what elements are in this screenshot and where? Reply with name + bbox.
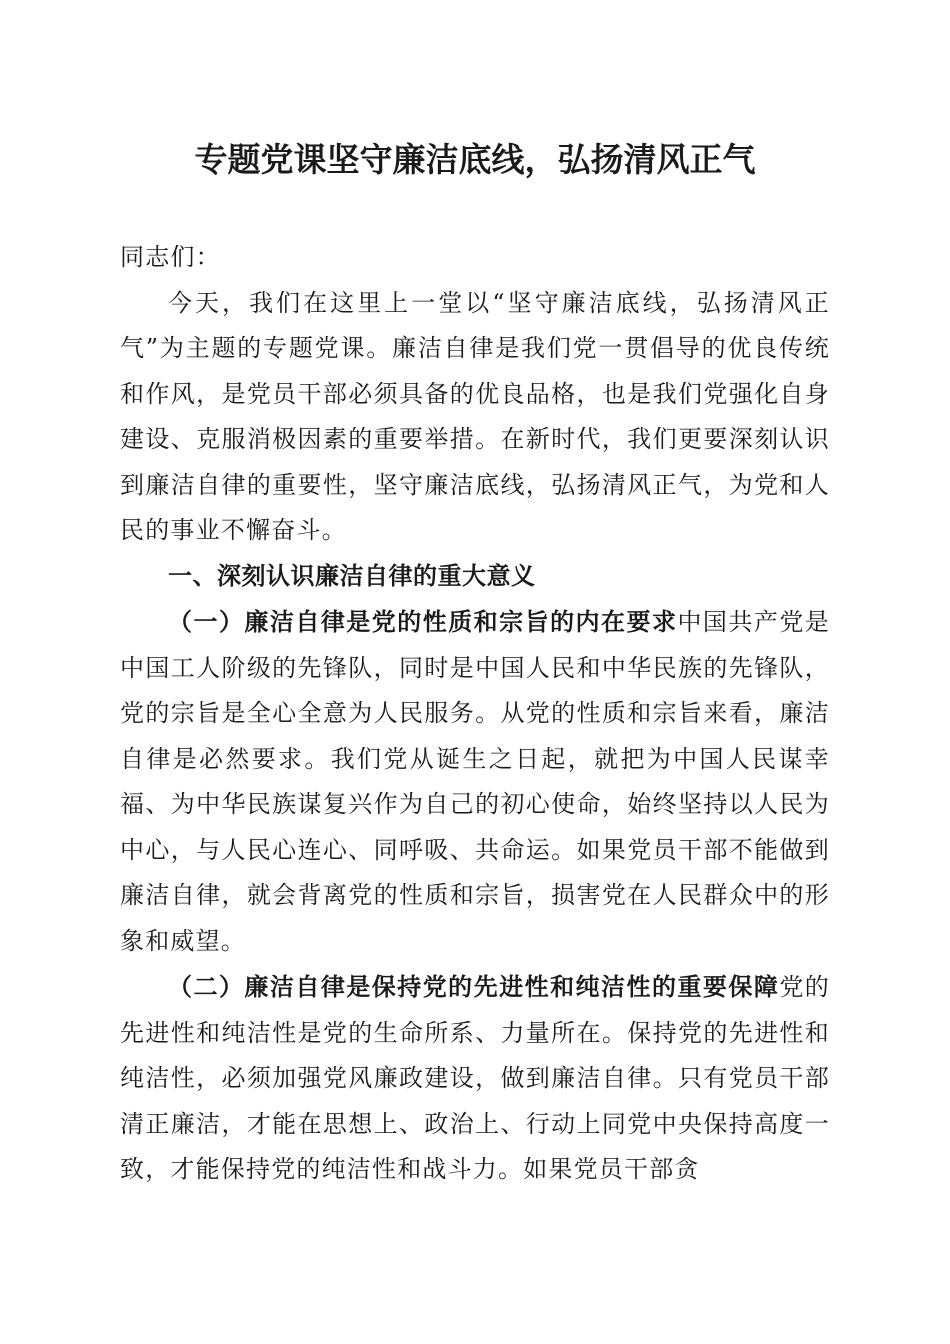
section-heading-1: 一、深刻认识廉洁自律的重大意义 (168, 561, 536, 590)
subsection-lead-2: （二）廉洁自律是保持党的先进性和纯洁性的重要保障 (168, 972, 780, 1001)
subsection-lead-1: （一）廉洁自律是党的性质和宗旨的内在要求 (168, 607, 678, 636)
subsection-paragraph-2 (120, 964, 830, 1193)
subsection-paragraph-1 (120, 599, 830, 964)
subsection-text-1: 中国共产党是中国工人阶级的先锋队，同时是中国人民和中华民族的先锋队，党的宗旨是全心全意为人民服务。从党的性质和宗旨来看，廉洁自律是必然要求。我们党从诞生之日起，就把为中国人民谋幸福、为中华民族谋复兴作为自己的初心使命，始终坚持以人民为中心，与人民心连心、同呼吸、共命运。如果党员干部不能做到廉洁自律，就会背离党的性质和宗旨，损害党在人民群众中的形象和威望。 (120, 608, 830, 955)
salutation: 同志们： (120, 243, 221, 271)
subsection-text-2: 党的先进性和纯洁性是党的生命所系、力量所在。保持党的先进性和纯洁性，必须加强党风廉政建设，做到廉洁自律。只有党员干部清正廉洁，才能在思想上、政治上、行动上同党中央保持高度一致，才能保持党的纯洁性和战斗力。如果党员干部贪 (120, 973, 830, 1183)
document-body (120, 235, 830, 1193)
intro-paragraph: 今天，我们在这里上一堂以“坚守廉洁底线，弘扬清风正气”为主题的专题党课。廉洁自律是我们党一贯倡导的优良传统和作风，是党员干部必须具备的优良品格，也是我们党强化自身建设、克服消极因素的重要举措。在新时代，我们更要深刻认识到廉洁自律的重要性，坚守廉洁底线，弘扬清风正气，为党和人民的事业不懈奋斗。 (120, 288, 830, 544)
document-title: 专题党课坚守廉洁底线，弘扬清风正气 (194, 140, 756, 179)
